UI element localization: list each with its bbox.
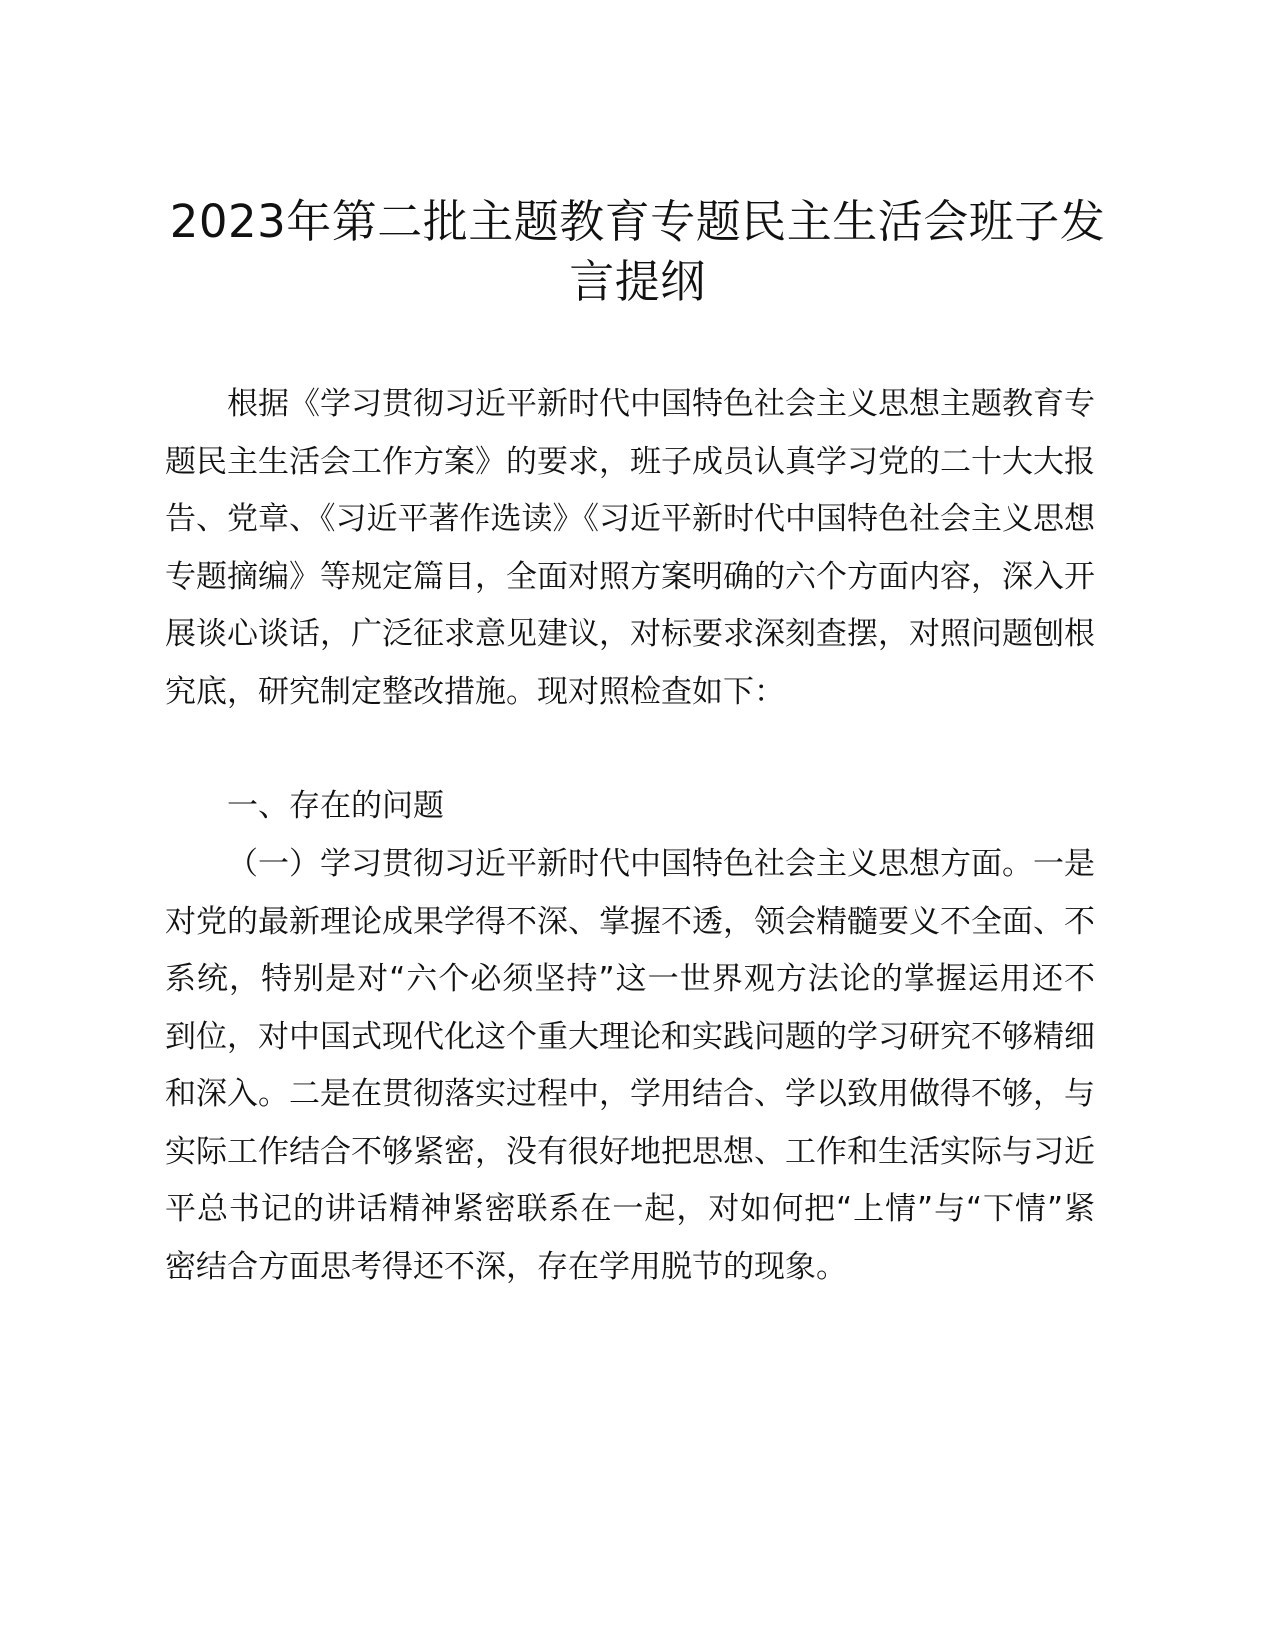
section-heading: 一、存在的问题 <box>227 788 444 824</box>
intro-paragraph: 根据《学习贯彻习近平新时代中国特色社会主义思想主题教育专题民主生活会工作方案》的要求，班子成员认真学习党的二十大大报告、党章、《习近平著作选读》《习近平新时代中国特色社会主义思想专题摘编》等规定篇目，全面对照方案明确的六个方面内容，深入开展谈心谈话，广泛征求意见建议，对标要求深刻查摆，对照问题刨根究底，研究制定整改措施。现对照检查如下： <box>165 386 1095 710</box>
section-paragraph: （一）学习贯彻习近平新时代中国特色社会主义思想方面。一是对党的最新理论成果学得不深、掌握不透，领会精髓要义不全面、不系统，特别是对“六个必须坚持”这一世界观方法论的掌握运用还不到位，对中国式现代化这个重大理论和实践问题的学习研究不够精细和深入。二是在贯彻落实过程中，学用结合、学以致用做得不够，与实际工作结合不够紧密，没有很好地把思想、工作和生活实际与习近平总书记的讲话精神紧密联系在一起，对如何把“上情”与“下情”紧密结合方面思考得还不深，存在学用脱节的现象。 <box>165 846 1095 1285</box>
document-title: 2023年第二批主题教育专题民主生活会班子发言提纲 <box>169 195 1106 308</box>
